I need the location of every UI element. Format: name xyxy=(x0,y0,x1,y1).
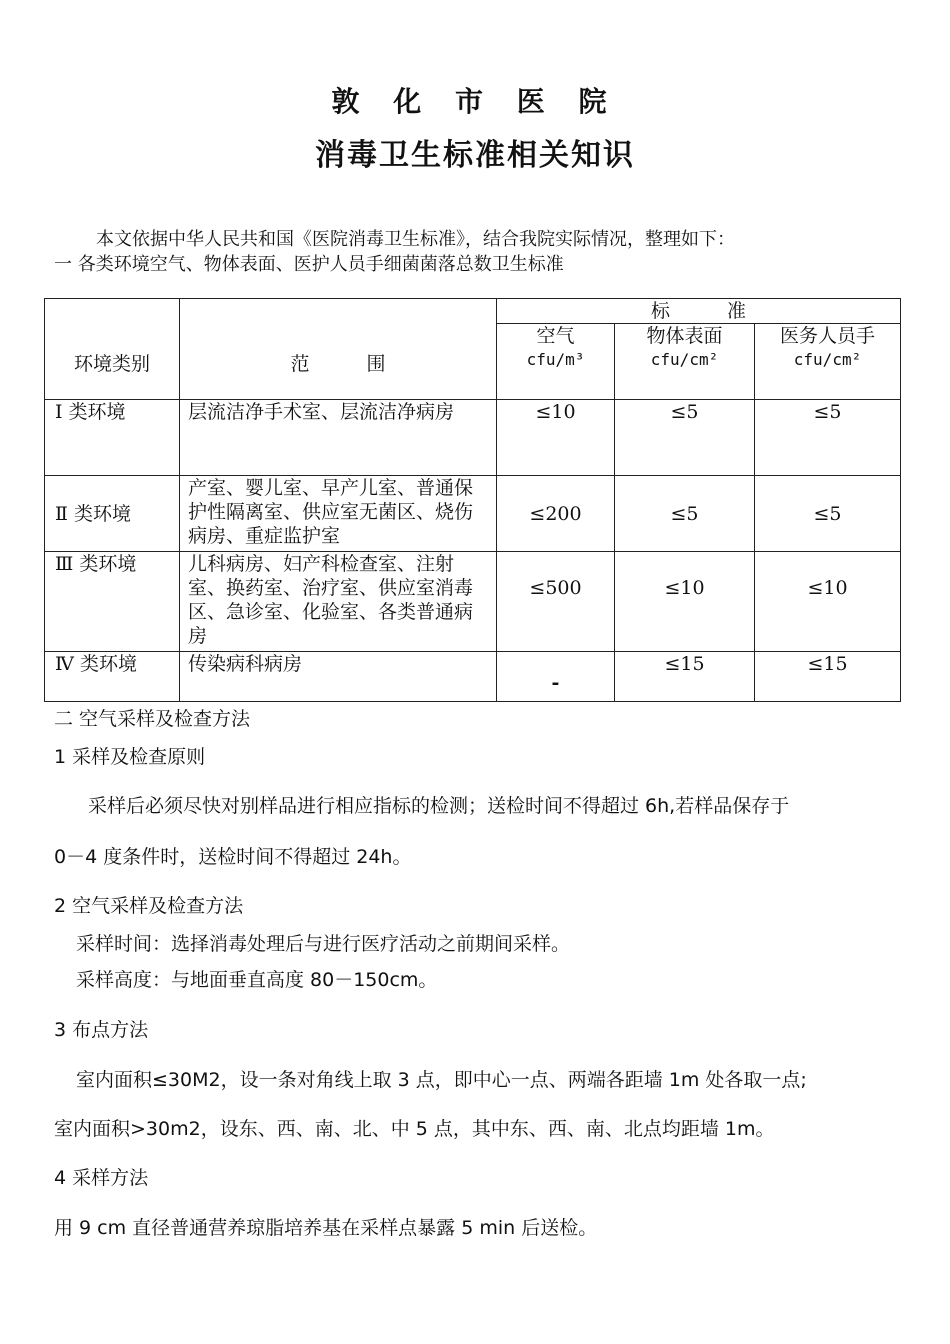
row-air: ≤500 xyxy=(497,552,615,652)
row-surface: ≤5 xyxy=(615,400,755,476)
row-env: Ⅳ 类环境 xyxy=(45,652,180,702)
row-hand: ≤5 xyxy=(755,400,901,476)
row-air: - xyxy=(497,652,615,702)
row-surface: ≤15 xyxy=(615,652,755,702)
sampling-height-text: 采样高度：与地面垂直高度 80－150cm。 xyxy=(76,969,438,991)
row-hand: ≤5 xyxy=(755,476,901,552)
section-2-4-heading: 4 采样方法 xyxy=(54,1167,149,1189)
section-2-3-paragraph-line2: 室内面积>30m2，设东、西、南、北、中 5 点，其中东、西、南、北点均距墙 1m。 xyxy=(54,1118,775,1140)
section-2-1-paragraph-line2: 0－4 度条件时，送检时间不得超过 24h。 xyxy=(54,846,412,868)
section-1-heading: 一 各类环境空气、物体表面、医护人员手细菌菌落总数卫生标准 xyxy=(54,254,564,275)
row-range: 层流洁净手术室、层流洁净病房 xyxy=(180,400,497,476)
table-row xyxy=(45,652,901,702)
header-air: 空气 cfu/m³ xyxy=(497,324,615,400)
section-2-heading: 二 空气采样及检查方法 xyxy=(54,708,251,730)
section-2-1-heading: 1 采样及检查原则 xyxy=(54,746,206,768)
row-range: 儿科病房、妇产科检查室、注射室、换药室、治疗室、供应室消毒区、急诊室、化验室、各类普通病房 xyxy=(180,552,497,652)
standards-table xyxy=(44,298,901,702)
row-env: Ⅲ 类环境 xyxy=(45,552,180,652)
header-standard: 标 准 xyxy=(497,299,901,324)
header-surface: 物体表面 cfu/cm² xyxy=(615,324,755,400)
section-2-1-paragraph-line1: 采样后必须尽快对别样品进行相应指标的检测；送检时间不得超过 6h,若样品保存于 xyxy=(88,795,790,817)
row-range: 传染病科病房 xyxy=(180,652,497,702)
section-2-3-paragraph-line1: 室内面积≤30M2，设一条对角线上取 3 点，即中心一点、两端各距墙 1m 处各取一点; xyxy=(76,1069,807,1091)
row-range: 产室、婴儿室、早产儿室、普通保护性隔离室、供应室无菌区、烧伤病房、重症监护室 xyxy=(180,476,497,552)
section-2-3-heading: 3 布点方法 xyxy=(54,1019,149,1041)
header-range: 范 围 xyxy=(180,299,497,400)
intro-paragraph: 本文依据中华人民共和国《医院消毒卫生标准》，结合我院实际情况，整理如下： xyxy=(96,229,735,250)
page-title: 敦 化 市 医 院 xyxy=(331,85,619,118)
row-air: ≤200 xyxy=(497,476,615,552)
table-header-row xyxy=(45,299,901,324)
table-row xyxy=(45,476,901,552)
section-2-4-paragraph: 用 9 cm 直径普通营养琼脂培养基在采样点暴露 5 min 后送检。 xyxy=(54,1217,598,1239)
table-row xyxy=(45,400,901,476)
row-surface: ≤10 xyxy=(615,552,755,652)
row-surface: ≤5 xyxy=(615,476,755,552)
row-env: Ⅱ 类环境 xyxy=(45,476,180,552)
table-row xyxy=(45,552,901,652)
row-hand: ≤10 xyxy=(755,552,901,652)
header-hand: 医务人员手 cfu/cm² xyxy=(755,324,901,400)
row-air: ≤10 xyxy=(497,400,615,476)
row-env: Ⅰ 类环境 xyxy=(45,400,180,476)
page-subtitle: 消毒卫生标准相关知识 xyxy=(315,138,635,173)
section-2-2-heading: 2 空气采样及检查方法 xyxy=(54,895,244,917)
header-env: 环境类别 xyxy=(45,299,180,400)
sampling-time-text: 采样时间：选择消毒处理后与进行医疗活动之前期间采样。 xyxy=(76,933,571,955)
row-hand: ≤15 xyxy=(755,652,901,702)
